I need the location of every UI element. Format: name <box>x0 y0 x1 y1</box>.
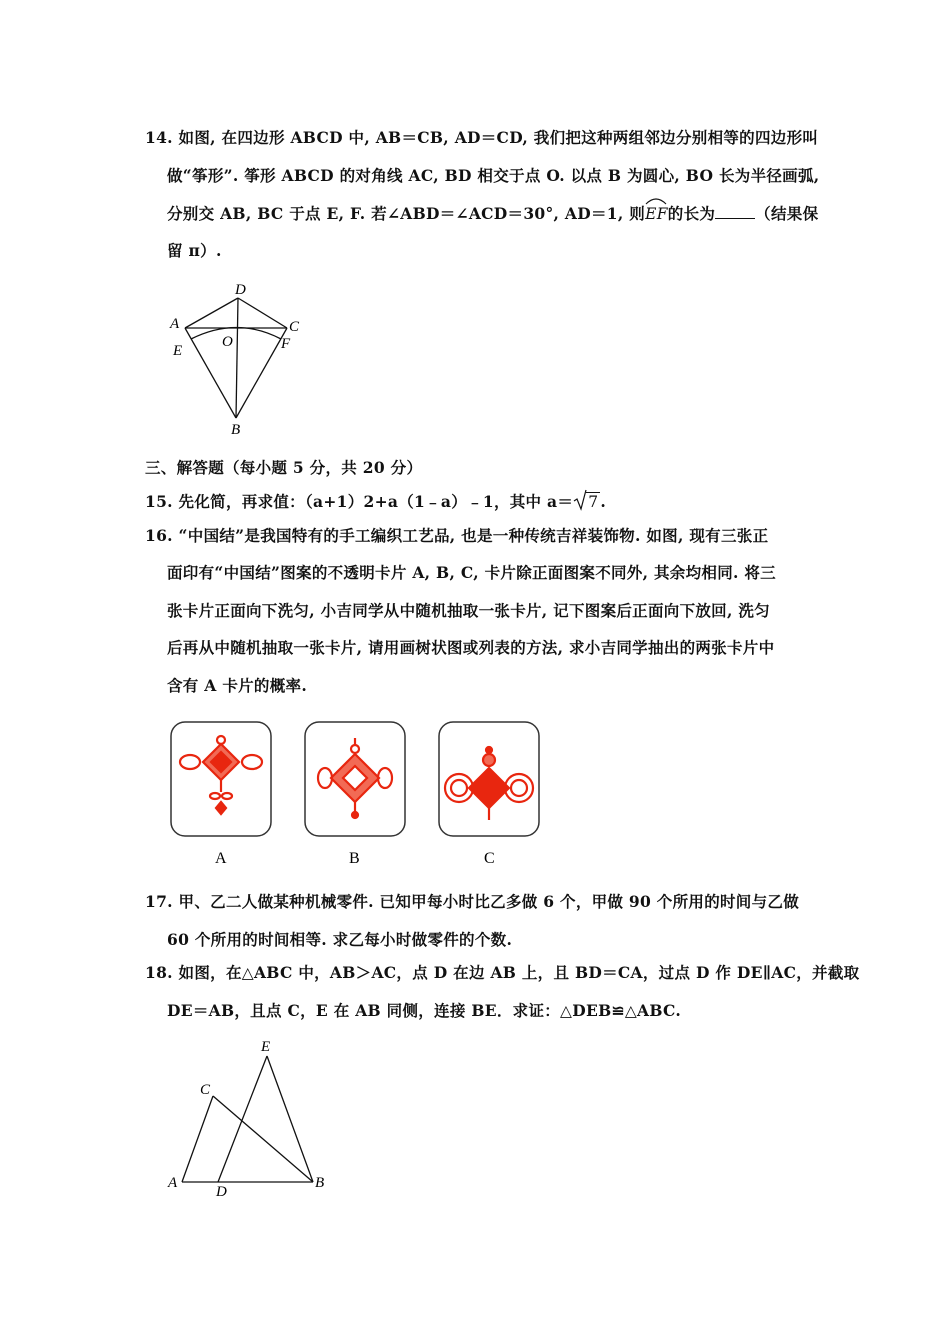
q14-line-2: 做“筝形”. 筝形 ABCD 的对角线 AC, BD 相交于点 O. 以点 B 为圆心, BO 长为半径画弧, <box>167 166 820 185</box>
label-A: A <box>170 316 180 332</box>
card-B-label: B <box>349 850 360 867</box>
card-A-label: A <box>215 850 227 867</box>
answer-blank[interactable] <box>715 204 755 219</box>
q15-line <box>145 490 606 512</box>
segment-DE <box>218 1056 267 1182</box>
label-E: E <box>173 343 183 359</box>
arc-symbol-icon <box>645 197 667 205</box>
q18-line-1: 18. 如图，在△ABC 中，AB＞AC，点 D 在边 AB 上，且 BD＝CA，过点 D 作 DE∥AC，并截取 <box>145 963 860 982</box>
q14-line-4: 留 π）. <box>167 241 222 260</box>
segment-CB <box>213 1096 313 1182</box>
label-F: F <box>281 336 291 352</box>
segment-DB <box>236 298 238 418</box>
q15-end: . <box>600 492 607 511</box>
label-B: B <box>231 422 241 438</box>
q15-text: 15. 先化简，再求值：（a+1）2+a（1﹣a）﹣1，其中 a＝ <box>145 492 574 511</box>
q14-line-3b: 的长为 <box>667 204 716 223</box>
knot-cards-figure <box>165 716 555 871</box>
q16-line-5: 含有 A 卡片的概率. <box>167 676 308 695</box>
segment-DC <box>238 298 287 328</box>
q16-line-3: 张卡片正面向下洗匀, 小吉同学从中随机抽取一张卡片, 记下图案后正面向下放回, 洗匀 <box>167 601 770 620</box>
label-E: E <box>261 1039 271 1055</box>
q16-line-4: 后再从中随机抽取一张卡片, 请用画树状图或列表的方法, 求小吉同学抽出的两张卡片中 <box>167 638 775 657</box>
q14-line-1: 14. 如图, 在四边形 ABCD 中, AB＝CB, AD＝CD, 我们把这种两组邻边分别相等的四边形叫 <box>145 128 819 147</box>
q16-line-2: 面印有“中国结”图案的不透明卡片 A, B, C, 卡片除正面图案不同外, 其余均相同. 将三 <box>167 563 776 582</box>
segment-CB <box>236 328 287 418</box>
card-C-label: C <box>484 850 495 867</box>
card-C <box>439 722 539 836</box>
label-C: C <box>289 319 300 335</box>
arc-EF <box>191 328 281 340</box>
segment-AD <box>185 298 238 328</box>
q17-line-2: 60 个所用的时间相等. 求乙每小时做零件的个数. <box>167 930 513 949</box>
q18-line-2: DE＝AB，且点 C，E 在 AB 同侧，连接 BE．求证：△DEB≌△ABC. <box>167 1001 682 1020</box>
section-heading: 三、解答题（每小题 5 分，共 20 分） <box>145 458 423 477</box>
q16-line-1: 16. “中国结”是我国特有的手工编织工艺品, 也是一种传统吉祥装饰物. 如图, 现有三张正 <box>145 526 769 545</box>
sqrt-expression <box>573 493 600 511</box>
kite-figure <box>165 278 315 438</box>
q14-line-3c: （结果保 <box>755 204 819 223</box>
segment-AC <box>182 1096 213 1182</box>
segment-EB <box>267 1056 313 1182</box>
q17-line-1: 17. 甲、乙二人做某种机械零件. 已知甲每小时比乙多做 6 个，甲做 90 个所用的时间与乙做 <box>145 892 799 911</box>
radicand: 7 <box>588 493 599 511</box>
card-B <box>305 722 405 836</box>
q14-line-3a: 分别交 AB, BC 于点 E, F. 若∠ABD＝∠ACD＝30°, AD＝1, 则 <box>167 204 646 223</box>
triangle-figure <box>160 1034 340 1204</box>
label-B: B <box>315 1175 325 1191</box>
label-D: D <box>216 1184 227 1200</box>
q14-line-3 <box>167 201 818 224</box>
arc-name: EF <box>645 205 668 223</box>
label-C: C <box>200 1082 211 1098</box>
label-D: D <box>235 282 246 298</box>
label-O: O <box>222 334 233 350</box>
arc-notation <box>645 201 668 223</box>
sqrt-icon <box>573 489 587 511</box>
label-A: A <box>168 1175 178 1191</box>
card-A <box>171 722 271 836</box>
